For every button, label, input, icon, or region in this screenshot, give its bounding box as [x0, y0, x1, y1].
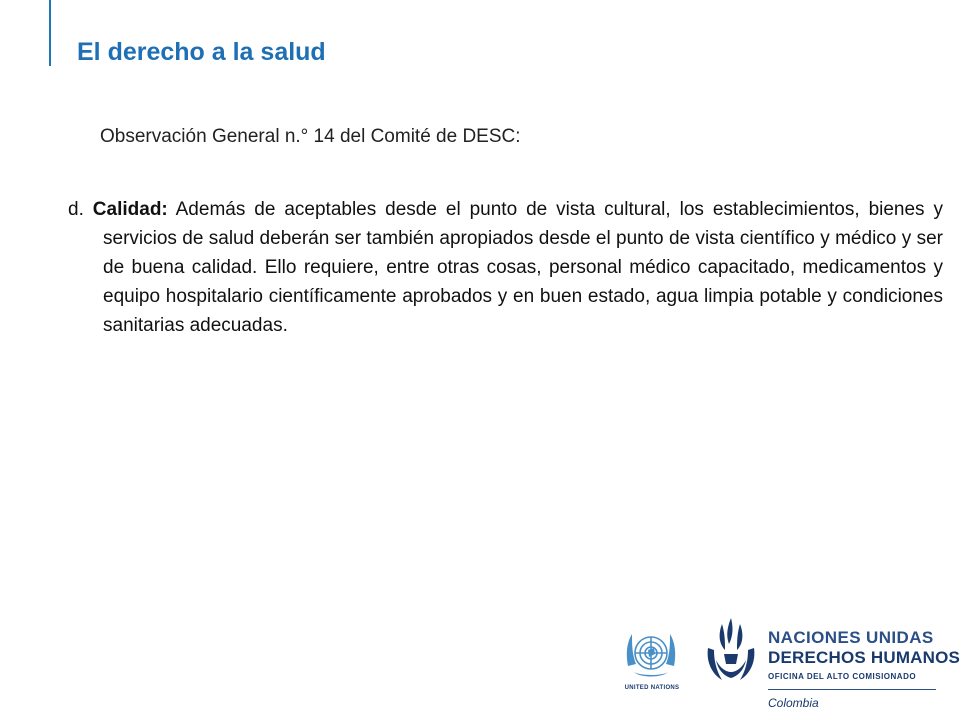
- ohchr-line-naciones-unidas: NACIONES UNIDAS: [768, 628, 934, 647]
- un-label: UNITED NATIONS: [624, 685, 680, 691]
- ohchr-flame-icon: [700, 614, 762, 694]
- quality-paragraph: [68, 195, 943, 340]
- ohchr-divider: [768, 689, 936, 690]
- item-term: Calidad:: [92, 199, 168, 220]
- ohchr-line-oficina: OFICINA DEL ALTO COMISIONADO: [768, 672, 917, 681]
- ohchr-country: Colombia: [768, 696, 819, 710]
- item-marker: d.: [68, 199, 84, 220]
- slide-subtitle: Observación General n.° 14 del Comité de DESC:: [100, 126, 521, 147]
- slide-title: El derecho a la salud: [77, 38, 326, 66]
- item-text: Además de aceptables desde el punto de vista cultural, los establecimientos, bienes y servicios de salud deberán ser también apropiados desde el punto de vista científico y médico y ser de buena calidad. Ello requiere, entre otras cosas, personal médico capacitado, medicamentos y equipo hospitalario científicamente aprobados y en buen estado, agua limpia potable y condiciones sanitarias adecuadas.: [103, 199, 943, 336]
- accent-divider: [49, 0, 51, 66]
- ohchr-line-derechos-humanos: DERECHOS HUMANOS: [768, 648, 960, 667]
